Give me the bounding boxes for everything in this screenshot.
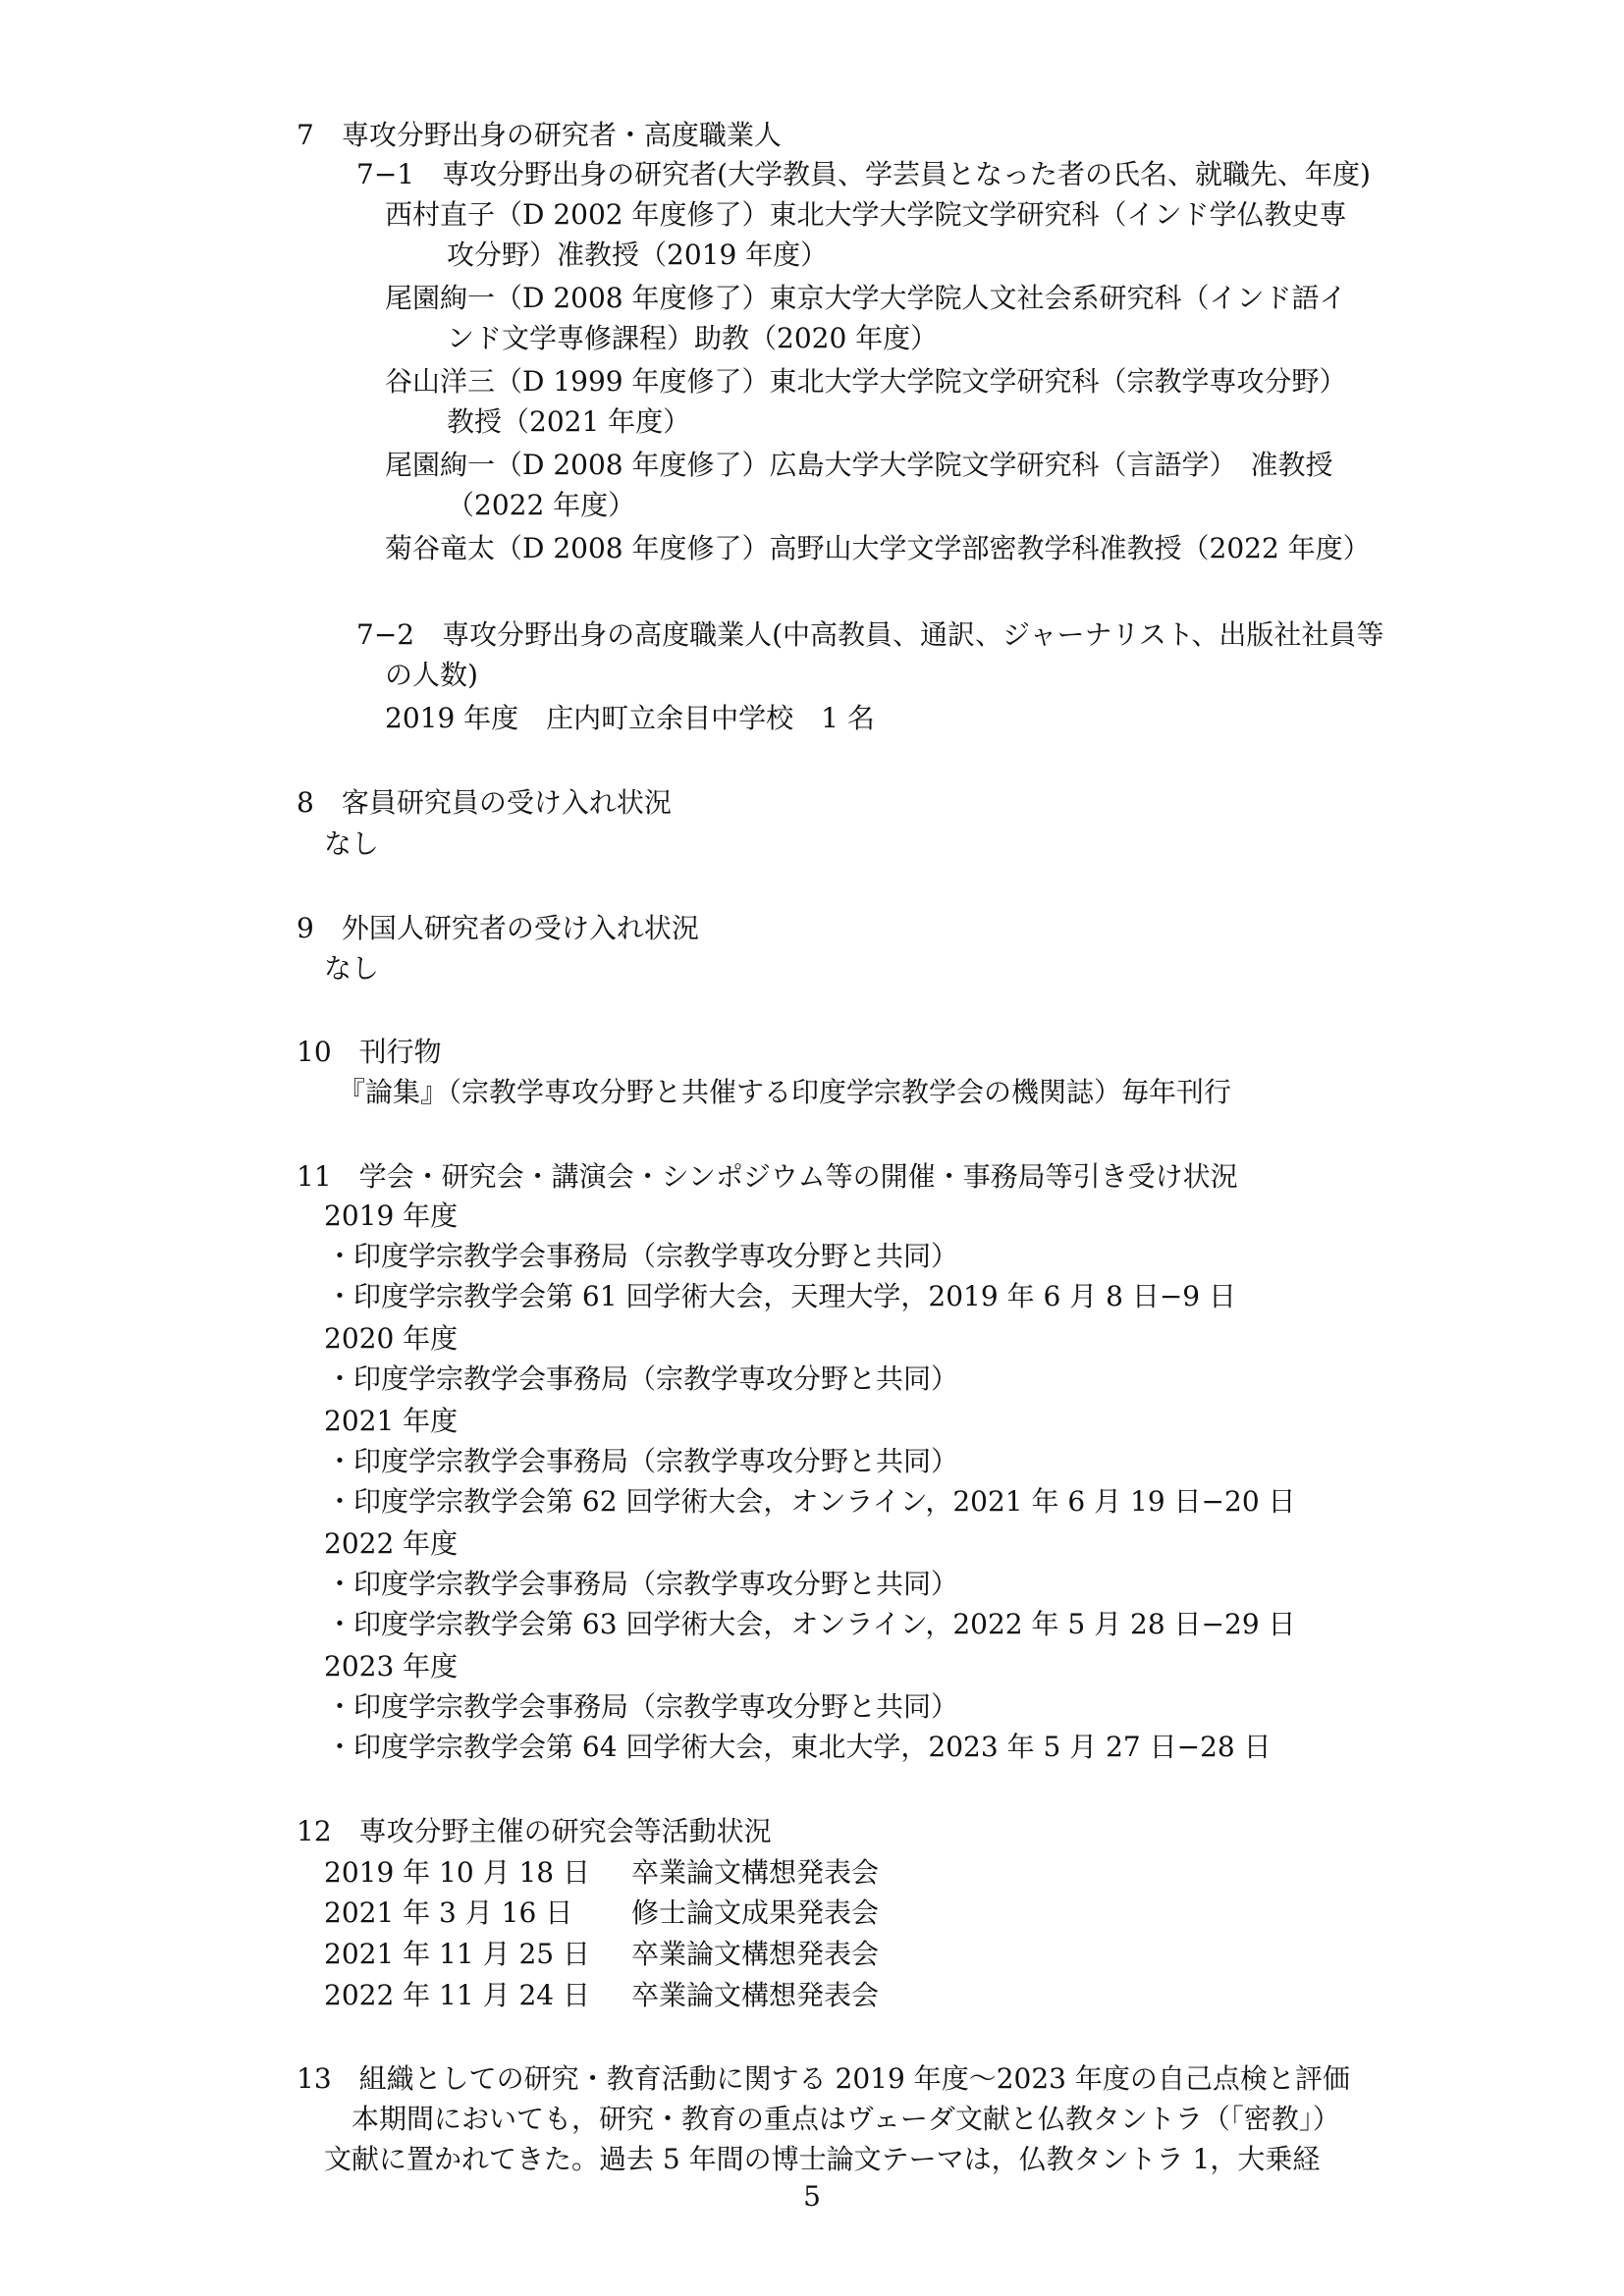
section-7-heading: 7 専攻分野出身の研究者・高度職業人 [297, 119, 782, 151]
event-item: ・印度学宗教学会事務局（宗教学専攻分野と共同） [326, 1445, 959, 1477]
event-name: 修士論文成果発表会 [631, 1896, 880, 1929]
event-name: 卒業論文構想発表会 [631, 1856, 880, 1889]
researcher-entry-4-line-1: 尾園絢一（D 2008 年度修了）広島大学大学院文学研究科（言語学） 准教授 [385, 449, 1333, 481]
researcher-entry-5-line-1: 菊谷竜太（D 2008 年度修了）高野山大学文学部密教学科准教授（2022 年度） [385, 532, 1371, 564]
professional-entry: 2019 年度 庄内町立余目中学校 1 名 [385, 702, 875, 734]
event-date: 2021 年 3 月 16 日 [324, 1896, 573, 1929]
section-7-1-heading: 7−1 専攻分野出身の研究者(大学教員、学芸員となった者の氏名、就職先、年度) [356, 158, 1371, 190]
section-7-2-heading-line-2: の人数) [385, 659, 478, 691]
section-9-body: なし [324, 952, 380, 985]
section-13-heading: 13 組織としての研究・教育活動に関する 2019 年度〜2023 年度の自己点検と評価 [297, 2062, 1350, 2095]
event-date: 2022 年 11 月 24 日 [324, 1979, 591, 2011]
researcher-entry-1-line-2: 攻分野）准教授（2019 年度） [447, 239, 829, 271]
section-7-2-heading-line-1: 7−2 専攻分野出身の高度職業人(中高教員、通訳、ジャーナリスト、出版社社員等 [356, 618, 1384, 651]
researcher-entry-1-line-1: 西村直子（D 2002 年度修了）東北大学大学院文学研究科（インド学仏教史専 [385, 198, 1347, 231]
event-item: ・印度学宗教学会事務局（宗教学専攻分野と共同） [326, 1240, 959, 1272]
year-2021: 2021 年度 [324, 1405, 459, 1437]
researcher-entry-2-line-1: 尾園絢一（D 2008 年度修了）東京大学大学院人文社会系研究科（インド語イ [385, 282, 1347, 314]
section-13-body-line-2: 文献に置かれてきた。過去 5 年間の博士論文テーマは，仏教タントラ 1，大乗経 [324, 2143, 1321, 2175]
section-8-body: なし [324, 828, 380, 860]
researcher-entry-2-line-2: ンド文学専修課程）助教（2020 年度） [447, 322, 939, 354]
event-name: 卒業論文構想発表会 [631, 1938, 880, 1970]
section-10-body: 『論集』（宗教学専攻分野と共催する印度学宗教学会の機関誌）毎年刊行 [338, 1076, 1232, 1108]
section-12-heading: 12 専攻分野主催の研究会等活動状況 [297, 1815, 772, 1847]
event-item: ・印度学宗教学会事務局（宗教学専攻分野と共同） [326, 1568, 959, 1600]
event-item: ・印度学宗教学会第 61 回学術大会，天理大学，2019 年 6 月 8 日−9 日 [326, 1280, 1236, 1312]
section-11-heading: 11 学会・研究会・講演会・シンポジウム等の開催・事務局等引き受け状況 [297, 1160, 1238, 1193]
section-10-heading: 10 刊行物 [297, 1036, 442, 1068]
year-2022: 2022 年度 [324, 1527, 459, 1560]
page-number: 5 [803, 2180, 821, 2213]
year-2020: 2020 年度 [324, 1322, 459, 1355]
event-item: ・印度学宗教学会第 64 回学術大会，東北大学，2023 年 5 月 27 日−28 日 [326, 1731, 1272, 1763]
researcher-entry-3-line-2: 教授（2021 年度） [447, 405, 691, 438]
researcher-entry-3-line-1: 谷山洋三（D 1999 年度修了）東北大学大学院文学研究科（宗教学専攻分野） [385, 365, 1347, 398]
event-date: 2021 年 11 月 25 日 [324, 1938, 591, 1970]
section-9-heading: 9 外国人研究者の受け入れ状況 [297, 912, 699, 944]
event-item: ・印度学宗教学会事務局（宗教学専攻分野と共同） [326, 1362, 959, 1395]
section-13-body-line-1: 本期間においても，研究・教育の重点はヴェーダ文献と仏教タントラ（「密教」） [352, 2103, 1340, 2135]
event-name: 卒業論文構想発表会 [631, 1979, 880, 2011]
year-2023: 2023 年度 [324, 1650, 459, 1682]
event-date: 2019 年 10 月 18 日 [324, 1856, 591, 1889]
event-item: ・印度学宗教学会事務局（宗教学専攻分野と共同） [326, 1690, 959, 1723]
researcher-entry-4-line-2: （2022 年度） [447, 489, 636, 521]
event-item: ・印度学宗教学会第 63 回学術大会，オンライン，2022 年 5 月 28 日−29 日 [326, 1608, 1296, 1640]
event-item: ・印度学宗教学会第 62 回学術大会，オンライン，2021 年 6 月 19 日−20 日 [326, 1485, 1296, 1518]
section-8-heading: 8 客員研究員の受け入れ状況 [297, 786, 672, 819]
year-2019: 2019 年度 [324, 1200, 459, 1232]
